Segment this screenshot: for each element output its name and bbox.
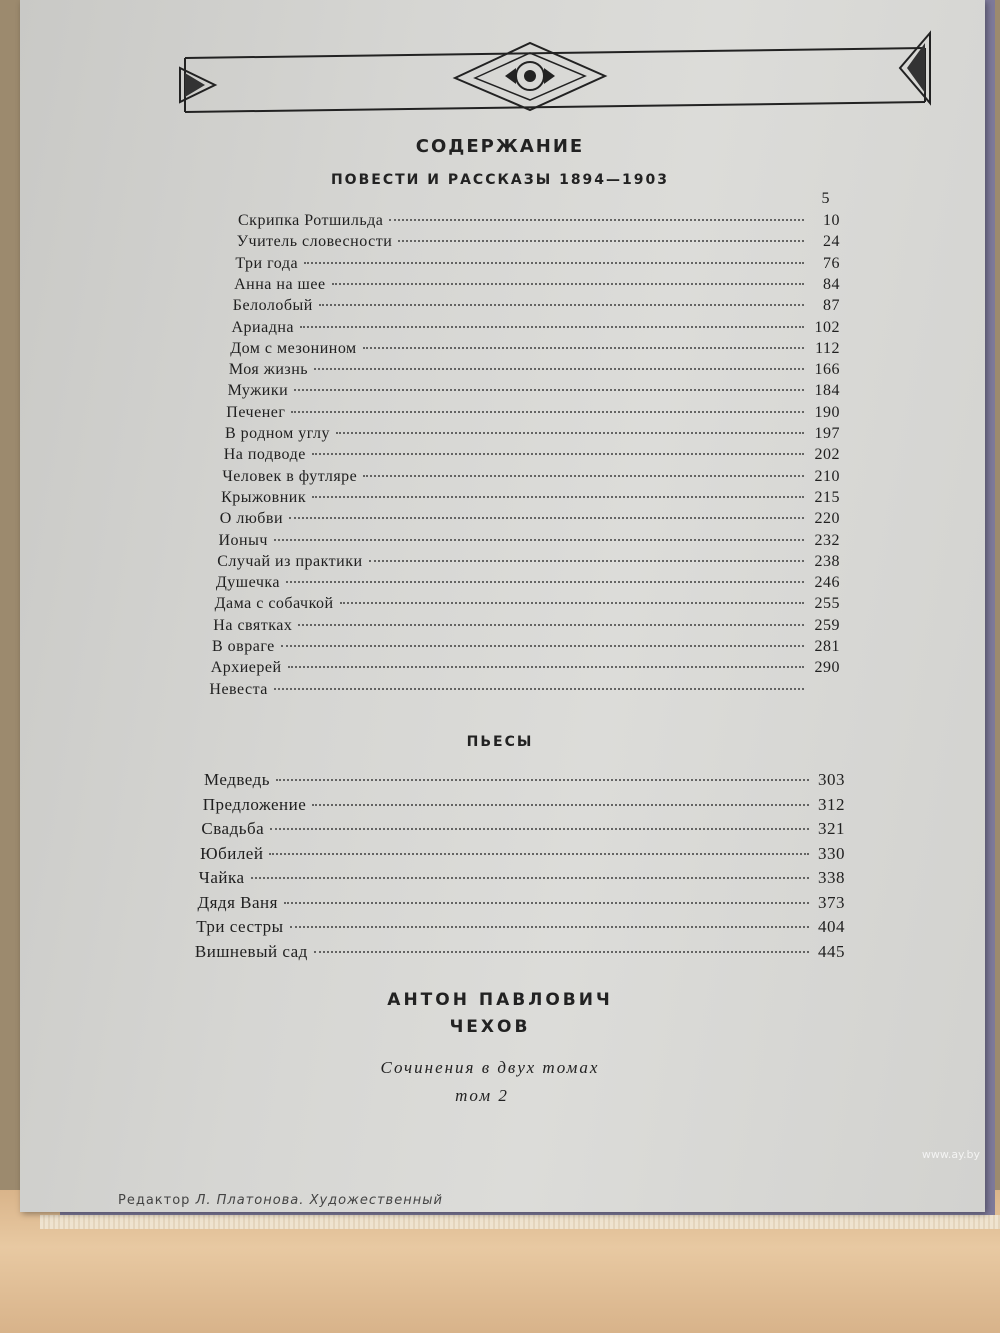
toc-entry-page: 330 [817, 843, 845, 863]
toc-entry-title: Ионыч [218, 531, 268, 549]
toc-entry [199, 868, 845, 888]
dot-leader [312, 804, 809, 806]
toc-entry [219, 532, 841, 550]
toc-entry-title: Чайка [198, 868, 245, 887]
dot-leader [281, 645, 804, 647]
toc-entry [220, 510, 840, 528]
dot-leader [304, 262, 804, 264]
toc-entry [230, 340, 840, 358]
toc-entry-title: Свадьба [201, 819, 265, 838]
toc-entry-title: Три года [235, 254, 299, 272]
toc-entry [217, 553, 840, 571]
toc-entry-page: 84 [822, 275, 840, 293]
toc-entry-title: Человек в футляре [222, 467, 358, 485]
dot-leader [398, 240, 804, 242]
toc-entry-page: 338 [817, 868, 845, 887]
toc-title: СОДЕРЖАНИЕ [415, 136, 585, 157]
toc-entry-title: Медведь [204, 770, 271, 789]
dot-leader [290, 926, 809, 928]
toc-entry-page: 404 [817, 917, 845, 936]
toc-entry-page: 312 [817, 794, 845, 814]
dot-leader [314, 368, 804, 370]
toc-entry [225, 425, 840, 443]
dot-leader [363, 475, 804, 477]
toc-entry [221, 489, 840, 507]
toc-entry [226, 404, 840, 422]
dot-leader [288, 666, 804, 668]
watermark: www.ay.by [921, 1148, 980, 1161]
toc-entry-title: На подводе [223, 446, 306, 464]
toc-entry [238, 212, 840, 230]
toc-entry-title: Ариадна [231, 318, 295, 336]
dot-leader [336, 432, 804, 434]
dot-leader [284, 902, 809, 904]
dot-leader [300, 326, 804, 328]
toc-entry [211, 659, 840, 677]
toc-entry [198, 893, 846, 913]
author-surname: ЧЕХОВ [449, 1017, 531, 1037]
toc-entry [216, 574, 840, 592]
dot-leader [276, 779, 809, 781]
toc-entry-page: 210 [814, 467, 840, 485]
toc-entry-page: 290 [814, 659, 840, 677]
stories-section-heading: ПОВЕСТИ И РАССКАЗЫ 1894—1903 [330, 172, 670, 188]
dot-leader [314, 951, 809, 953]
toc-entry-page: 246 [814, 574, 840, 592]
toc-entry-title: Белолобый [232, 297, 313, 315]
toc-entry [204, 770, 845, 790]
toc-entry-title: Душечка [215, 574, 281, 592]
toc-entry-page: 445 [817, 941, 845, 961]
dot-leader [274, 539, 804, 541]
dot-leader [251, 877, 809, 879]
toc-entry-title: О любви [219, 510, 284, 528]
toc-entry-page: 281 [814, 638, 840, 655]
dot-leader [363, 347, 804, 349]
toc-entry-page: 184 [814, 382, 840, 400]
toc-entry [195, 942, 845, 962]
stories-first-page: 5 [821, 190, 830, 207]
toc-entry-page: 166 [814, 361, 840, 379]
dot-leader [389, 219, 804, 221]
toc-entry [235, 255, 840, 273]
dot-leader [270, 828, 809, 830]
toc-entry-page: 76 [822, 254, 840, 272]
toc-entry [224, 446, 840, 464]
toc-entry [203, 795, 845, 815]
toc-entry-title: Мужики [227, 382, 289, 400]
toc-entry-page: 259 [814, 616, 840, 634]
toc-entry-title: В овраге [212, 638, 275, 655]
toc-entry-page: 232 [814, 531, 840, 549]
dot-leader [274, 688, 804, 690]
dot-leader [319, 304, 804, 306]
dot-leader [369, 560, 804, 562]
toc-entry-title: Дядя Ваня [197, 892, 278, 912]
toc-entry-title: Моя жизнь [228, 361, 309, 379]
toc-entry-title: Архиерей [210, 659, 282, 677]
author-name: АНТОН ПАВЛОВИЧ [387, 990, 613, 1010]
imprint-line: Редактор Л. Платонова. Художественный [118, 1193, 443, 1208]
toc-entry-title: Дама с собачкой [214, 595, 334, 613]
toc-entry-title: Скрипка Ротшильда [238, 212, 384, 229]
dot-leader [291, 411, 804, 413]
toc-entry-page: 215 [814, 488, 840, 506]
toc-entry-title: Учитель словесности [236, 233, 393, 251]
dot-leader [340, 602, 804, 604]
toc-entry-title: Крыжовник [221, 488, 307, 506]
toc-entry-page: 102 [814, 318, 840, 336]
dot-leader [286, 581, 804, 583]
toc-entry [229, 361, 840, 379]
toc-entry [222, 468, 840, 486]
toc-entry-title: Печенег [226, 403, 286, 421]
toc-entry-title: Вишневый сад [194, 941, 308, 961]
toc-entry [233, 297, 840, 315]
toc-entry-page: 197 [814, 425, 840, 442]
toc-entry-page: 321 [817, 819, 845, 838]
toc-entry-page: 220 [814, 510, 840, 528]
toc-entry-page: 303 [818, 770, 845, 789]
volume-label: том 2 [455, 1086, 509, 1105]
toc-entry-page: 255 [814, 595, 840, 613]
toc-entry-title: Невеста [209, 680, 268, 698]
toc-entry-page: 238 [814, 552, 840, 570]
toc-entry-page: 202 [814, 446, 840, 464]
toc-entry-title: На святках [213, 616, 293, 634]
toc-entry-page: 87 [822, 297, 840, 315]
toc-entry-page: 373 [818, 892, 845, 912]
decorative-header-ornament [185, 28, 925, 118]
toc-entry [200, 844, 845, 864]
toc-entry [232, 319, 841, 337]
toc-entry-page: 190 [814, 403, 840, 421]
toc-entry-title: Случай из практики [217, 552, 363, 570]
dot-leader [269, 853, 809, 855]
toc-entry-title: Предложение [202, 794, 307, 814]
dot-leader [312, 453, 804, 455]
toc-entry [212, 638, 840, 656]
toc-entry-page: 24 [822, 233, 840, 251]
book-page [20, 0, 985, 1212]
dot-leader [298, 624, 804, 626]
toc-entry-title: Три сестры [196, 917, 284, 936]
toc-entry [237, 233, 840, 251]
dot-leader [312, 496, 804, 498]
toc-entry [228, 382, 840, 400]
toc-entry [196, 917, 845, 937]
toc-entry-page: 10 [823, 212, 840, 229]
toc-entry [234, 276, 840, 294]
toc-entry [213, 617, 840, 635]
toc-entry-title: Дом с мезонином [230, 339, 357, 357]
toc-entry-title: Юбилей [200, 843, 264, 863]
toc-entry [201, 819, 845, 839]
dot-leader [294, 389, 804, 391]
plays-section-heading: ПЬЕСЫ [466, 734, 534, 750]
toc-entry-title: В родном углу [225, 425, 330, 442]
page-edges [40, 1215, 1000, 1229]
toc-entry [215, 595, 840, 613]
dot-leader [332, 283, 804, 285]
toc-entry-page: 112 [815, 339, 840, 357]
edition-subtitle: Сочинения в двух томах [380, 1058, 600, 1077]
toc-entry [209, 681, 840, 699]
toc-entry-title: Анна на шее [234, 275, 326, 293]
dot-leader [289, 517, 804, 519]
